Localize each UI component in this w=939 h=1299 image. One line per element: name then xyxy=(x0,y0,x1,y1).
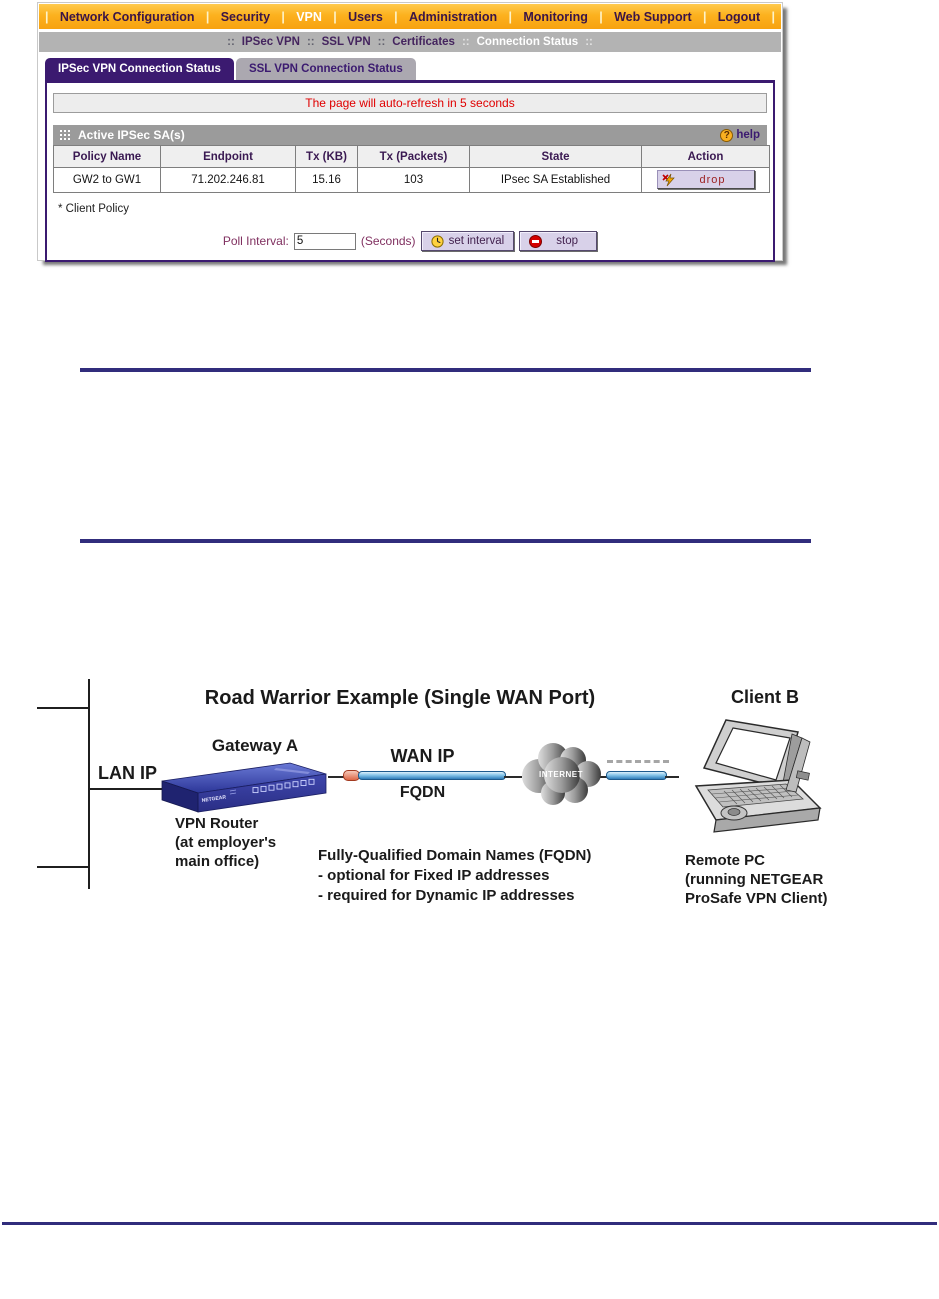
submenu-item-ssl-vpn[interactable]: SSL VPN xyxy=(321,36,371,48)
vpn-router-caption: VPN Router (at employer's main office) xyxy=(175,815,277,870)
menu-item-vpn[interactable]: VPN xyxy=(296,9,322,24)
help-label[interactable]: help xyxy=(736,129,760,141)
poll-interval-label: Poll Interval: xyxy=(222,234,289,248)
diagram-title: Road Warrior Example (Single WAN Port) xyxy=(204,687,596,709)
router-brand-text: NETGEAR xyxy=(201,794,227,804)
vpn-router-image xyxy=(158,760,330,816)
cell-action xyxy=(642,168,770,193)
lightning-bolt-icon xyxy=(662,173,676,187)
menu-item-network-configuration[interactable]: Network Configuration xyxy=(59,9,195,24)
internet-cloud xyxy=(515,738,607,808)
auto-refresh-notice: The page will auto-refresh in 5 seconds xyxy=(53,93,767,113)
menu-item-security[interactable]: Security xyxy=(220,9,271,24)
table-header-row xyxy=(54,146,770,168)
set-interval-label: set interval xyxy=(448,235,505,247)
menu-separator: | xyxy=(333,9,337,24)
remote-pc-caption: Remote PC (running NETGEAR ProSafe VPN Client) xyxy=(685,852,828,907)
grid-dots-icon xyxy=(60,130,71,141)
menu-separator: | xyxy=(599,9,603,24)
connection-status-panel xyxy=(45,80,775,262)
submenu-item-ipsec-vpn[interactable]: IPSec VPN xyxy=(241,36,300,48)
horizontal-rule xyxy=(80,539,811,543)
top-menubar xyxy=(39,4,781,29)
wan-cable xyxy=(358,771,506,780)
client-policy-footnote: * Client Policy xyxy=(58,203,129,215)
connection-status-tabs xyxy=(45,58,782,80)
gateway-a-label: Gateway A xyxy=(211,736,299,755)
menu-separator: | xyxy=(205,9,210,24)
horizontal-rule xyxy=(80,368,811,372)
drop-button[interactable] xyxy=(657,170,755,189)
client-cable xyxy=(606,771,667,780)
cell-policy-name: GW2 to GW1 xyxy=(54,168,161,193)
poll-interval-unit: (Seconds) xyxy=(360,234,416,248)
page-footer-rule xyxy=(2,1222,937,1225)
menu-separator: | xyxy=(702,9,707,24)
poll-interval-input[interactable] xyxy=(294,233,356,250)
cell-tx-packets: 103 xyxy=(358,168,470,193)
col-header-policy-name: Policy Name xyxy=(54,146,161,168)
help-link[interactable] xyxy=(720,129,760,142)
internet-cloud-label: INTERNET xyxy=(539,770,583,779)
section-title: Active IPSec SA(s) xyxy=(78,128,185,142)
clock-icon xyxy=(431,235,444,248)
fqdn-label: FQDN xyxy=(399,784,446,801)
active-ipsec-sa-table xyxy=(53,145,770,193)
dashed-link-line xyxy=(607,760,669,763)
set-interval-button[interactable] xyxy=(421,231,515,251)
client-b-label: Client B xyxy=(730,687,799,707)
table-row xyxy=(54,168,770,193)
menu-item-users[interactable]: Users xyxy=(348,9,383,24)
help-question-icon[interactable]: ? xyxy=(720,129,733,142)
cell-tx-kb: 15.16 xyxy=(296,168,358,193)
active-ipsec-sa-header xyxy=(53,125,767,145)
fqdn-note: Fully-Qualified Domain Names (FQDN) - optional for Fixed IP addresses - required for Dynamic IP addresses xyxy=(318,847,592,904)
lan-tap-line xyxy=(37,707,88,709)
col-header-tx-packets: Tx (Packets) xyxy=(358,146,470,168)
menu-separator: | xyxy=(281,9,285,24)
drop-button-label: drop xyxy=(699,173,726,186)
stop-label: stop xyxy=(556,235,579,247)
tab-ipsec-vpn-connection-status[interactable]: IPSec VPN Connection Status xyxy=(45,58,234,80)
lan-tap-line xyxy=(37,866,88,868)
col-header-endpoint: Endpoint xyxy=(161,146,296,168)
menu-item-monitoring[interactable]: Monitoring xyxy=(523,9,588,24)
submenu-separator: :: xyxy=(227,36,235,48)
submenu-item-certificates[interactable]: Certificates xyxy=(392,36,455,48)
menu-separator: | xyxy=(394,9,398,24)
submenu-separator: :: xyxy=(377,36,386,48)
submenu-separator: :: xyxy=(306,36,315,48)
vpn-submenu xyxy=(39,32,781,52)
col-header-state: State xyxy=(470,146,642,168)
cell-state: IPsec SA Established xyxy=(470,168,642,193)
lan-backbone-line xyxy=(88,679,90,889)
submenu-separator: :: xyxy=(585,36,593,48)
cell-endpoint: 71.202.246.81 xyxy=(161,168,296,193)
menu-separator: | xyxy=(508,9,512,24)
col-header-action: Action xyxy=(642,146,770,168)
submenu-separator: :: xyxy=(461,36,470,48)
tab-ssl-vpn-connection-status[interactable]: SSL VPN Connection Status xyxy=(236,58,416,80)
menu-item-administration[interactable]: Administration xyxy=(408,9,498,24)
remote-pc-laptop-image xyxy=(676,710,831,848)
lan-ip-label: LAN IP xyxy=(98,763,158,783)
menu-item-web-support[interactable]: Web Support xyxy=(614,9,692,24)
lan-to-router-line xyxy=(90,788,168,790)
submenu-item-connection-status[interactable]: Connection Status xyxy=(476,36,579,48)
menu-item-logout[interactable]: Logout xyxy=(717,9,761,24)
menu-separator: | xyxy=(771,9,775,24)
poll-interval-row xyxy=(47,230,773,252)
wan-ip-label: WAN IP xyxy=(390,746,455,766)
stop-button[interactable] xyxy=(519,231,597,251)
stop-icon xyxy=(529,235,542,248)
col-header-tx-kb: Tx (KB) xyxy=(296,146,358,168)
admin-ui-screenshot xyxy=(37,2,783,261)
menu-separator: | xyxy=(45,9,49,24)
